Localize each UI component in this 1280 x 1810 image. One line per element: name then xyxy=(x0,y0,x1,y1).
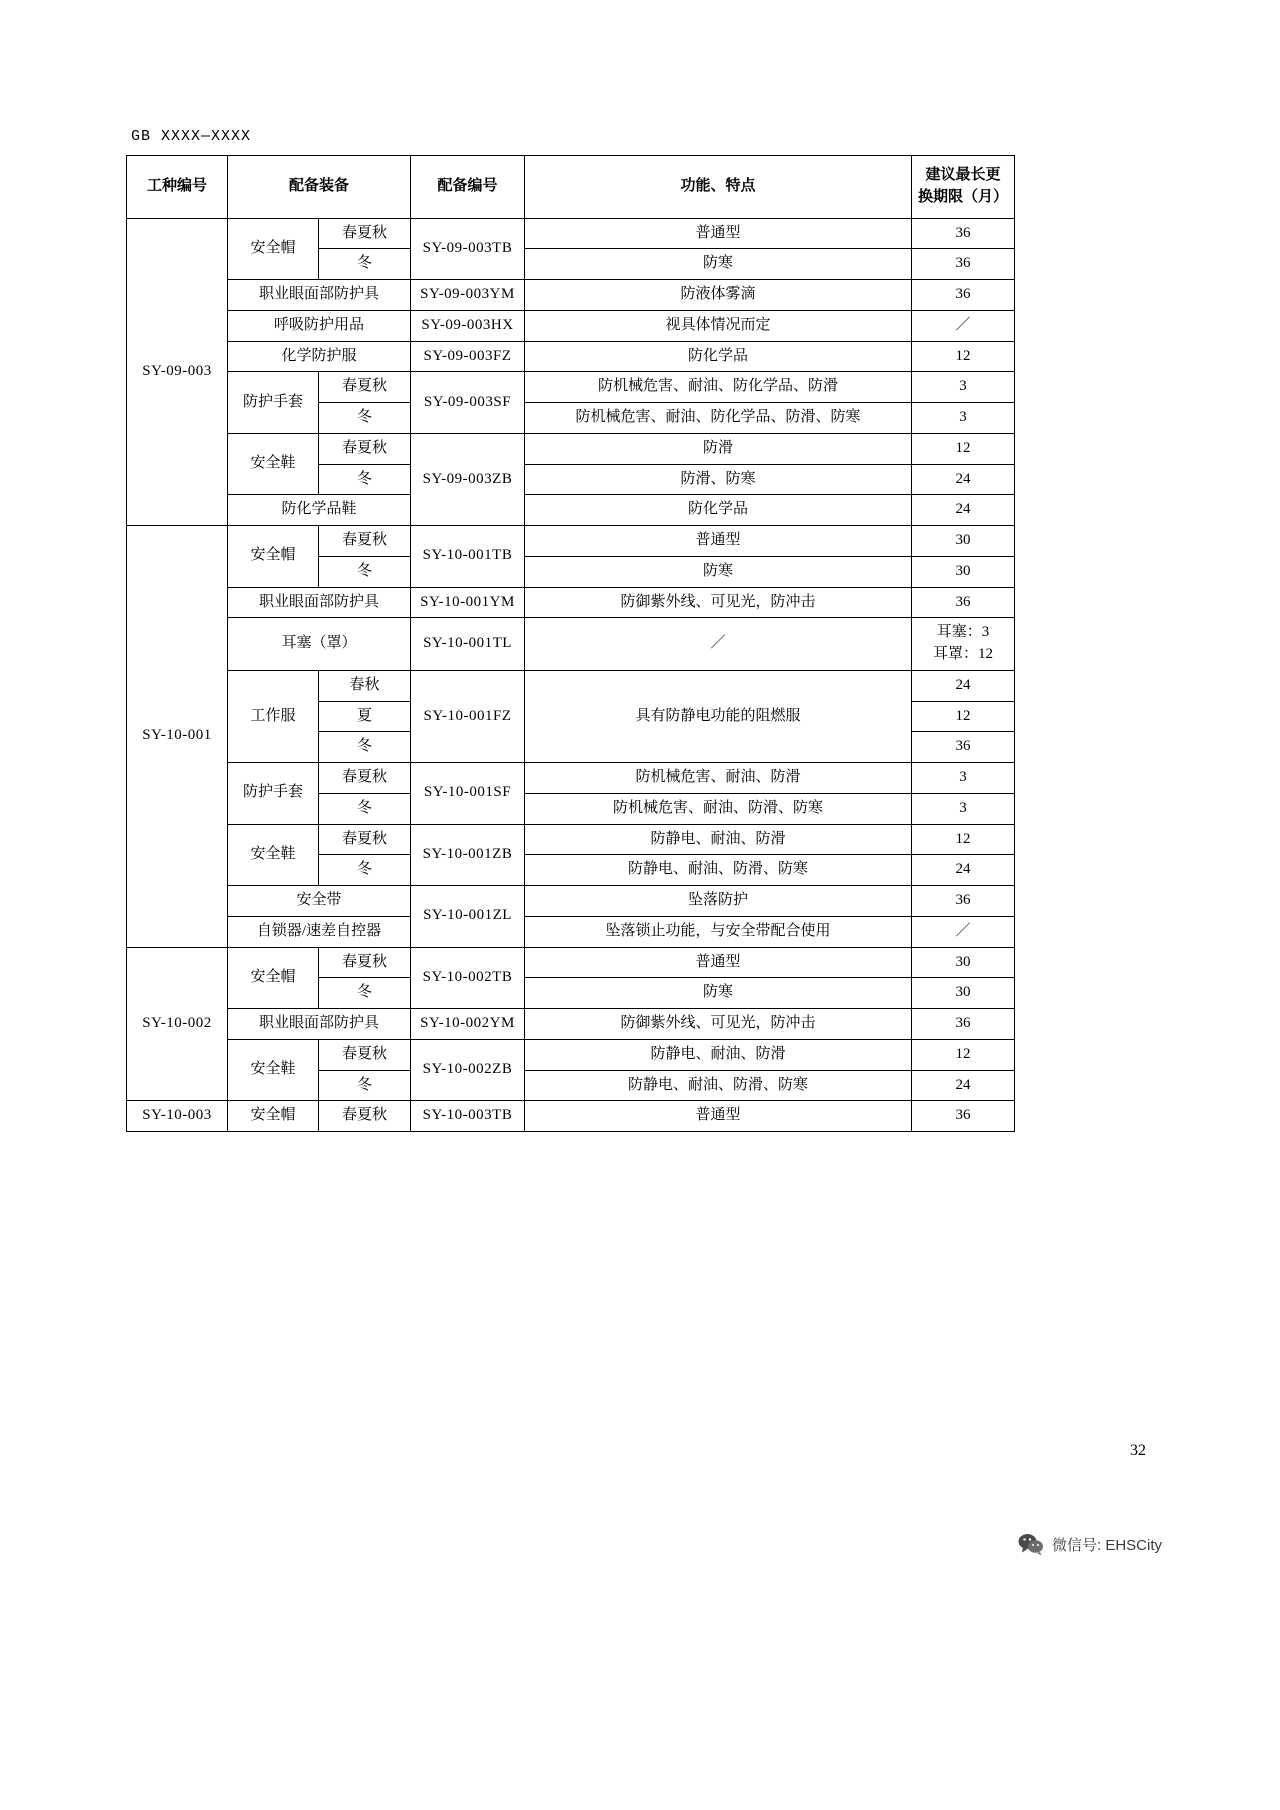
season-cell: 冬 xyxy=(319,249,411,280)
equipment-cell: 防化学品鞋 xyxy=(228,495,411,526)
feature-cell: 防机械危害、耐油、防滑 xyxy=(525,763,912,794)
feature-cell: 防御紫外线、可见光，防冲击 xyxy=(525,587,912,618)
table-row xyxy=(127,916,1015,947)
period-cell: 36 xyxy=(912,249,1015,280)
period-cell: 30 xyxy=(912,947,1015,978)
equipment-code-cell: SY-10-001ZB xyxy=(411,824,525,886)
feature-cell: 防寒 xyxy=(525,249,912,280)
equipment-cell: 耳塞（罩） xyxy=(228,618,411,671)
feature-cell: 防静电、耐油、防滑 xyxy=(525,1039,912,1070)
table-row xyxy=(127,1039,1015,1070)
standard-code-header: GB XXXX—XXXX xyxy=(131,128,252,145)
season-cell: 春秋 xyxy=(319,670,411,701)
season-cell: 冬 xyxy=(319,732,411,763)
period-cell: 36 xyxy=(912,218,1015,249)
period-cell: 36 xyxy=(912,280,1015,311)
feature-cell: 视具体情况而定 xyxy=(525,310,912,341)
wechat-label: 微信号: EHSCity xyxy=(1051,1536,1162,1554)
equipment-code-cell: SY-10-001FZ xyxy=(411,670,525,762)
header-replacement-period: 建议最长更 换期限（月） xyxy=(912,156,1015,219)
season-cell: 春夏秋 xyxy=(319,824,411,855)
feature-cell: 防液体雾滴 xyxy=(525,280,912,311)
feature-cell: 具有防静电功能的阻燃服 xyxy=(525,670,912,762)
period-cell: 30 xyxy=(912,526,1015,557)
table-row xyxy=(127,310,1015,341)
season-cell: 冬 xyxy=(319,556,411,587)
feature-cell: 防机械危害、耐油、防化学品、防滑、防寒 xyxy=(525,403,912,434)
equipment-code-cell: SY-10-002ZB xyxy=(411,1039,525,1101)
table-header-row xyxy=(127,156,1015,219)
equipment-code-cell: SY-09-003HX xyxy=(411,310,525,341)
equipment-code-cell: SY-10-001TB xyxy=(411,526,525,588)
season-cell: 夏 xyxy=(319,701,411,732)
wechat-icon xyxy=(1018,1533,1044,1555)
period-cell: 24 xyxy=(912,855,1015,886)
period-cell: 12 xyxy=(912,824,1015,855)
equipment-cell: 职业眼面部防护具 xyxy=(228,1009,411,1040)
job-code-cell: SY-10-002 xyxy=(127,947,228,1101)
table-row xyxy=(127,886,1015,917)
equipment-cell: 安全带 xyxy=(228,886,411,917)
table-row xyxy=(127,280,1015,311)
season-cell: 春夏秋 xyxy=(319,372,411,403)
equipment-cell: 安全鞋 xyxy=(228,433,319,495)
season-cell: 冬 xyxy=(319,403,411,434)
table-row xyxy=(127,947,1015,978)
period-cell: 12 xyxy=(912,433,1015,464)
equipment-code-cell: SY-09-003TB xyxy=(411,218,525,280)
equipment-cell: 职业眼面部防护具 xyxy=(228,587,411,618)
equipment-cell: 职业眼面部防护具 xyxy=(228,280,411,311)
season-cell: 冬 xyxy=(319,855,411,886)
feature-cell: 坠落锁止功能，与安全带配合使用 xyxy=(525,916,912,947)
period-cell: 12 xyxy=(912,701,1015,732)
feature-cell: 普通型 xyxy=(525,947,912,978)
season-cell: 冬 xyxy=(319,464,411,495)
period-cell: 12 xyxy=(912,1039,1015,1070)
feature-cell: 普通型 xyxy=(525,1101,912,1132)
feature-cell: 防御紫外线、可见光，防冲击 xyxy=(525,1009,912,1040)
header-equipment-code: 配备编号 xyxy=(411,156,525,219)
page-number: 32 xyxy=(1130,1442,1146,1459)
feature-cell: 普通型 xyxy=(525,526,912,557)
equipment-cell: 呼吸防护用品 xyxy=(228,310,411,341)
feature-cell: ／ xyxy=(525,618,912,671)
period-cell: 36 xyxy=(912,1101,1015,1132)
equipment-cell: 化学防护服 xyxy=(228,341,411,372)
equipment-code-cell: SY-10-003TB xyxy=(411,1101,525,1132)
period-cell: 3 xyxy=(912,793,1015,824)
feature-cell: 防滑 xyxy=(525,433,912,464)
season-cell: 春夏秋 xyxy=(319,947,411,978)
season-cell: 春夏秋 xyxy=(319,433,411,464)
equipment-code-cell: SY-09-003SF xyxy=(411,372,525,434)
equipment-code-cell: SY-10-001ZL xyxy=(411,886,525,948)
feature-cell: 防机械危害、耐油、防化学品、防滑 xyxy=(525,372,912,403)
equipment-cell: 安全鞋 xyxy=(228,824,319,886)
wechat-footer xyxy=(1018,1533,1162,1555)
feature-cell: 防化学品 xyxy=(525,341,912,372)
period-cell: 24 xyxy=(912,670,1015,701)
table-row xyxy=(127,372,1015,403)
table-row xyxy=(127,433,1015,464)
season-cell: 春夏秋 xyxy=(319,1039,411,1070)
table-row xyxy=(127,495,1015,526)
table-row xyxy=(127,670,1015,701)
period-cell: 36 xyxy=(912,1009,1015,1040)
period-cell: 3 xyxy=(912,763,1015,794)
job-code-cell: SY-09-003 xyxy=(127,218,228,526)
header-job-code: 工种编号 xyxy=(127,156,228,219)
period-cell: 24 xyxy=(912,1070,1015,1101)
feature-cell: 坠落防护 xyxy=(525,886,912,917)
table-row xyxy=(127,1101,1015,1132)
feature-cell: 防静电、耐油、防滑 xyxy=(525,824,912,855)
table-row xyxy=(127,526,1015,557)
feature-cell: 防静电、耐油、防滑、防寒 xyxy=(525,855,912,886)
table-row xyxy=(127,1009,1015,1040)
header-function: 功能、特点 xyxy=(525,156,912,219)
period-cell: 30 xyxy=(912,978,1015,1009)
table-row xyxy=(127,587,1015,618)
season-cell: 春夏秋 xyxy=(319,218,411,249)
period-cell: 耳塞：3 耳罩：12 xyxy=(912,618,1015,671)
table-row xyxy=(127,763,1015,794)
period-cell: 30 xyxy=(912,556,1015,587)
period-cell: 36 xyxy=(912,886,1015,917)
equipment-cell: 安全帽 xyxy=(228,218,319,280)
period-cell: 12 xyxy=(912,341,1015,372)
season-cell: 冬 xyxy=(319,978,411,1009)
equipment-cell: 安全鞋 xyxy=(228,1039,319,1101)
period-cell: 24 xyxy=(912,495,1015,526)
equipment-cell: 防护手套 xyxy=(228,763,319,825)
period-cell: 36 xyxy=(912,587,1015,618)
equipment-cell: 安全帽 xyxy=(228,526,319,588)
header-equipment: 配备装备 xyxy=(228,156,411,219)
feature-cell: 防化学品 xyxy=(525,495,912,526)
equipment-cell: 工作服 xyxy=(228,670,319,762)
equipment-code-cell: SY-09-003YM xyxy=(411,280,525,311)
equipment-code-cell: SY-10-001SF xyxy=(411,763,525,825)
season-cell: 冬 xyxy=(319,1070,411,1101)
table-row xyxy=(127,341,1015,372)
period-cell: 36 xyxy=(912,732,1015,763)
period-cell: 3 xyxy=(912,403,1015,434)
feature-cell: 防寒 xyxy=(525,978,912,1009)
equipment-cell: 安全帽 xyxy=(228,1101,319,1132)
equipment-code-cell: SY-10-001TL xyxy=(411,618,525,671)
job-code-cell: SY-10-001 xyxy=(127,526,228,948)
period-cell: 24 xyxy=(912,464,1015,495)
equipment-code-cell: SY-09-003FZ xyxy=(411,341,525,372)
table-row xyxy=(127,618,1015,671)
period-cell: ／ xyxy=(912,916,1015,947)
equipment-code-cell: SY-09-003ZB xyxy=(411,433,525,525)
feature-cell: 防静电、耐油、防滑、防寒 xyxy=(525,1070,912,1101)
feature-cell: 普通型 xyxy=(525,218,912,249)
period-cell: ／ xyxy=(912,310,1015,341)
equipment-cell: 防护手套 xyxy=(228,372,319,434)
season-cell: 冬 xyxy=(319,793,411,824)
ppe-allocation-table xyxy=(126,155,1015,1132)
season-cell: 春夏秋 xyxy=(319,1101,411,1132)
feature-cell: 防机械危害、耐油、防滑、防寒 xyxy=(525,793,912,824)
equipment-cell: 自锁器/速差自控器 xyxy=(228,916,411,947)
season-cell: 春夏秋 xyxy=(319,763,411,794)
period-cell: 3 xyxy=(912,372,1015,403)
table-row xyxy=(127,218,1015,249)
equipment-code-cell: SY-10-002TB xyxy=(411,947,525,1009)
job-code-cell: SY-10-003 xyxy=(127,1101,228,1132)
season-cell: 春夏秋 xyxy=(319,526,411,557)
equipment-code-cell: SY-10-001YM xyxy=(411,587,525,618)
feature-cell: 防寒 xyxy=(525,556,912,587)
table-row xyxy=(127,824,1015,855)
equipment-cell: 安全帽 xyxy=(228,947,319,1009)
feature-cell: 防滑、防寒 xyxy=(525,464,912,495)
equipment-code-cell: SY-10-002YM xyxy=(411,1009,525,1040)
